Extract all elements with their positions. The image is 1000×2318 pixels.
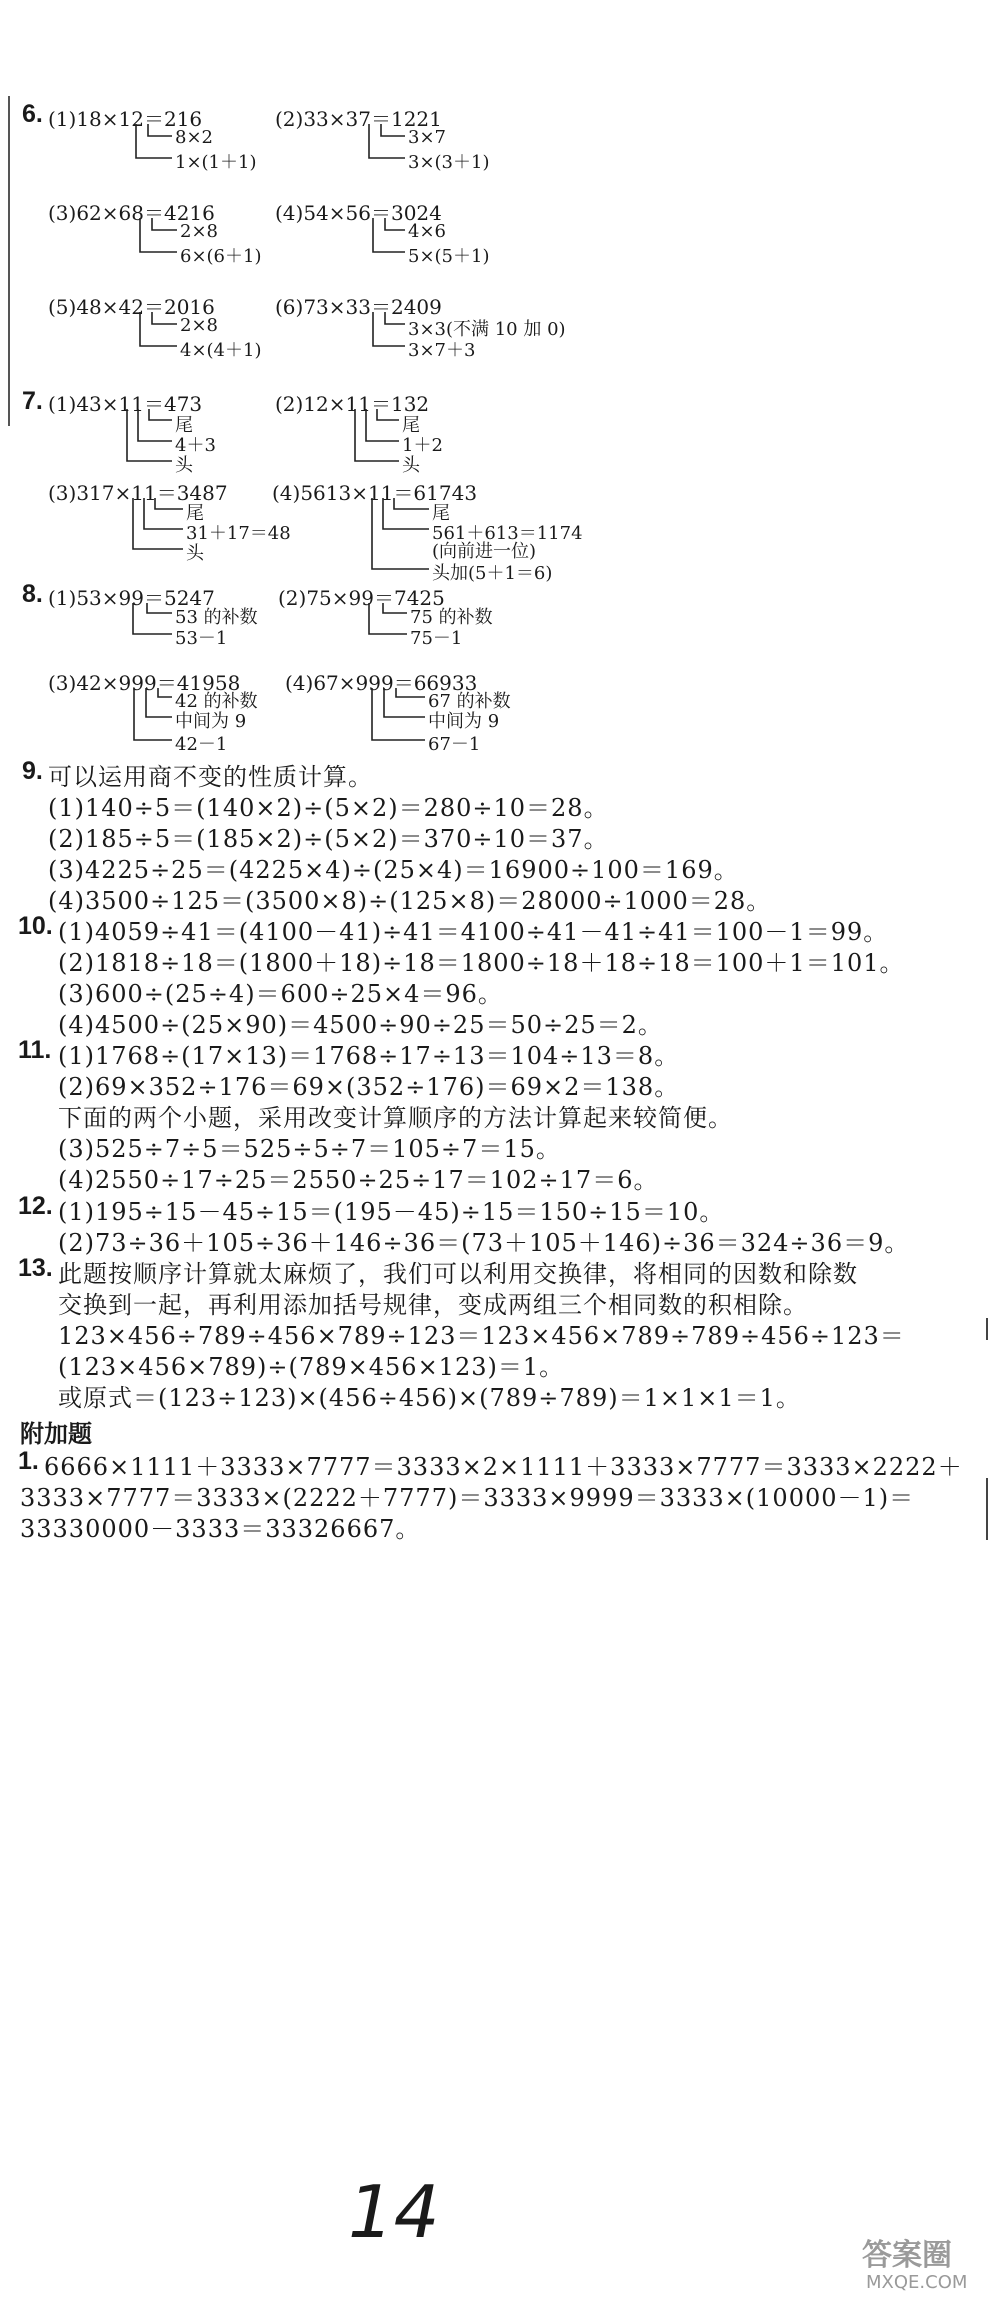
q8-3-note-c: 42－1 bbox=[175, 734, 228, 755]
q8-1-equation: (1)53×99＝5247 bbox=[48, 586, 215, 610]
q8-2-equation: (2)75×99＝7425 bbox=[278, 586, 445, 610]
extra-heading: 附加题 bbox=[20, 1419, 92, 1448]
q6-1-note-a: 8×2 bbox=[175, 127, 213, 148]
q6-5-note-a: 2×8 bbox=[180, 315, 218, 336]
q9-number: 9. bbox=[22, 757, 43, 785]
q6-number: 6. bbox=[22, 100, 43, 128]
q10-number: 10. bbox=[18, 912, 53, 940]
q6-4-note-b: 5×(5＋1) bbox=[408, 246, 490, 267]
bracket-lines bbox=[0, 0, 1000, 780]
q11-line-5: (4)2550÷17÷25＝2550÷25÷17＝102÷17＝6。 bbox=[58, 1166, 659, 1194]
q11-number: 11. bbox=[18, 1036, 52, 1064]
q7-4-note-b2: (向前进一位) bbox=[432, 541, 537, 562]
watermark-url: MXQE.COM bbox=[866, 2272, 968, 2293]
q8-4-note-b: 中间为 9 bbox=[428, 711, 500, 732]
right-margin-mark-2 bbox=[986, 1478, 988, 1540]
q7-4-note-c: 头加(5＋1＝6) bbox=[432, 563, 553, 584]
q13-line-2: 交换到一起，再利用添加括号规律，变成两组三个相同数的积相除。 bbox=[58, 1291, 808, 1319]
q10-line-4: (4)4500÷(25×90)＝4500÷90÷25＝50÷25＝2。 bbox=[58, 1011, 663, 1039]
q10-line-2: (2)1818÷18＝(1800＋18)÷18＝1800÷18＋18÷18＝100＋1＝101。 bbox=[58, 949, 905, 977]
q11-line-4: (3)525÷7÷5＝525÷5÷7＝105÷7＝15。 bbox=[58, 1135, 561, 1163]
q8-4-equation: (4)67×999＝66933 bbox=[285, 671, 478, 695]
q9-line-1: 可以运用商不变的性质计算。 bbox=[48, 763, 373, 791]
extra-line-1: 6666×1111＋3333×7777＝3333×2×1111＋3333×7777＝3333×2222＋ bbox=[44, 1453, 963, 1481]
q7-2-equation: (2)12×11＝132 bbox=[275, 392, 430, 416]
q6-1-note-b: 1×(1＋1) bbox=[175, 152, 257, 173]
q13-line-5: 或原式＝(123÷123)×(456÷456)×(789÷789)＝1×1×1＝1。 bbox=[58, 1384, 801, 1412]
q13-line-1: 此题按顺序计算就太麻烦了，我们可以利用交换律，将相同的因数和除数 bbox=[58, 1260, 858, 1288]
q6-3-note-a: 2×8 bbox=[180, 221, 218, 242]
q12-line-1: (1)195÷15－45÷15＝(195－45)÷15＝150÷15＝10。 bbox=[58, 1198, 725, 1226]
extra-number: 1. bbox=[18, 1447, 39, 1475]
q9-line-2: (1)140÷5＝(140×2)÷(5×2)＝280÷10＝28。 bbox=[48, 794, 609, 822]
q7-1-equation: (1)43×11＝473 bbox=[48, 392, 203, 416]
q7-2-note-c: 头 bbox=[402, 455, 420, 476]
q8-number: 8. bbox=[22, 580, 43, 608]
q8-4-note-a: 67 的补数 bbox=[428, 691, 511, 712]
right-margin-mark-1 bbox=[986, 1318, 988, 1340]
q8-2-note-a: 75 的补数 bbox=[410, 607, 493, 628]
q8-3-equation: (3)42×999＝41958 bbox=[48, 671, 241, 695]
q6-4-note-a: 4×6 bbox=[408, 221, 446, 242]
q6-5-note-b: 4×(4＋1) bbox=[180, 340, 262, 361]
q6-2-note-a: 3×7 bbox=[408, 127, 446, 148]
q6-4-equation: (4)54×56＝3024 bbox=[275, 201, 442, 225]
q6-6-note-b: 3×7＋3 bbox=[408, 340, 476, 361]
q7-4-note-a: 尾 bbox=[432, 503, 450, 524]
q9-line-3: (2)185÷5＝(185×2)÷(5×2)＝370÷10＝37。 bbox=[48, 825, 609, 853]
q7-1-note-c: 头 bbox=[175, 455, 193, 476]
q6-6-note-a: 3×3(不满 10 加 0) bbox=[408, 319, 566, 340]
watermark-logo: 答案圈 bbox=[862, 2238, 952, 2273]
q11-line-3: 下面的两个小题，采用改变计算顺序的方法计算起来较简便。 bbox=[58, 1104, 733, 1132]
q8-3-note-b: 中间为 9 bbox=[175, 711, 247, 732]
q12-number: 12. bbox=[18, 1192, 53, 1220]
q7-3-note-c: 头 bbox=[186, 543, 204, 564]
q10-line-3: (3)600÷(25÷4)＝600÷25×4＝96。 bbox=[58, 980, 503, 1008]
q6-3-note-b: 6×(6＋1) bbox=[180, 246, 262, 267]
left-margin-mark bbox=[8, 96, 10, 426]
q6-2-equation: (2)33×37＝1221 bbox=[275, 107, 442, 131]
q9-line-4: (3)4225÷25＝(4225×4)÷(25×4)＝16900÷100＝169。 bbox=[48, 856, 739, 884]
q6-1-equation: (1)18×12＝216 bbox=[48, 107, 203, 131]
q9-line-5: (4)3500÷125＝(3500×8)÷(125×8)＝28000÷1000＝28。 bbox=[48, 887, 772, 915]
q7-number: 7. bbox=[22, 387, 43, 415]
q12-line-2: (2)73÷36＋105÷36＋146÷36＝(73＋105＋146)÷36＝324÷36＝9。 bbox=[58, 1229, 910, 1257]
q8-1-note-b: 53－1 bbox=[175, 628, 228, 649]
q7-2-note-b: 1＋2 bbox=[402, 435, 443, 456]
q6-2-note-b: 3×(3＋1) bbox=[408, 152, 490, 173]
q7-3-note-b: 31＋17＝48 bbox=[186, 523, 291, 544]
q8-3-note-a: 42 的补数 bbox=[175, 691, 258, 712]
q7-3-equation: (3)317×11＝3487 bbox=[48, 481, 228, 505]
q8-2-note-b: 75－1 bbox=[410, 628, 463, 649]
page-number: 14 bbox=[348, 2170, 440, 2254]
q7-1-note-a: 尾 bbox=[175, 415, 193, 436]
q7-1-note-b: 4＋3 bbox=[175, 435, 216, 456]
q11-line-2: (2)69×352÷176＝69×(352÷176)＝69×2＝138。 bbox=[58, 1073, 680, 1101]
q7-3-note-a: 尾 bbox=[186, 503, 204, 524]
q7-4-equation: (4)5613×11＝61743 bbox=[272, 481, 478, 505]
q13-line-4: (123×456×789)÷(789×456×123)＝1。 bbox=[58, 1353, 565, 1381]
q7-4-note-b: 561＋613＝1174 bbox=[432, 523, 583, 544]
q13-line-3: 123×456÷789÷456×789÷123＝123×456×789÷789÷456÷123＝ bbox=[58, 1322, 905, 1350]
q6-5-equation: (5)48×42＝2016 bbox=[48, 295, 215, 319]
q8-1-note-a: 53 的补数 bbox=[175, 607, 258, 628]
q8-4-note-c: 67－1 bbox=[428, 734, 481, 755]
extra-line-2: 3333×7777＝3333×(2222＋7777)＝3333×9999＝3333×(10000－1)＝ bbox=[20, 1484, 915, 1512]
q6-6-equation: (6)73×33＝2409 bbox=[275, 295, 442, 319]
q7-2-note-a: 尾 bbox=[402, 415, 420, 436]
q6-3-equation: (3)62×68＝4216 bbox=[48, 201, 215, 225]
q13-number: 13. bbox=[18, 1254, 53, 1282]
q10-line-1: (1)4059÷41＝(4100－41)÷41＝4100÷41－41÷41＝100－1＝99。 bbox=[58, 918, 889, 946]
q11-line-1: (1)1768÷(17×13)＝1768÷17÷13＝104÷13＝8。 bbox=[58, 1042, 680, 1070]
extra-line-3: 33330000－3333＝33326667。 bbox=[20, 1515, 421, 1543]
